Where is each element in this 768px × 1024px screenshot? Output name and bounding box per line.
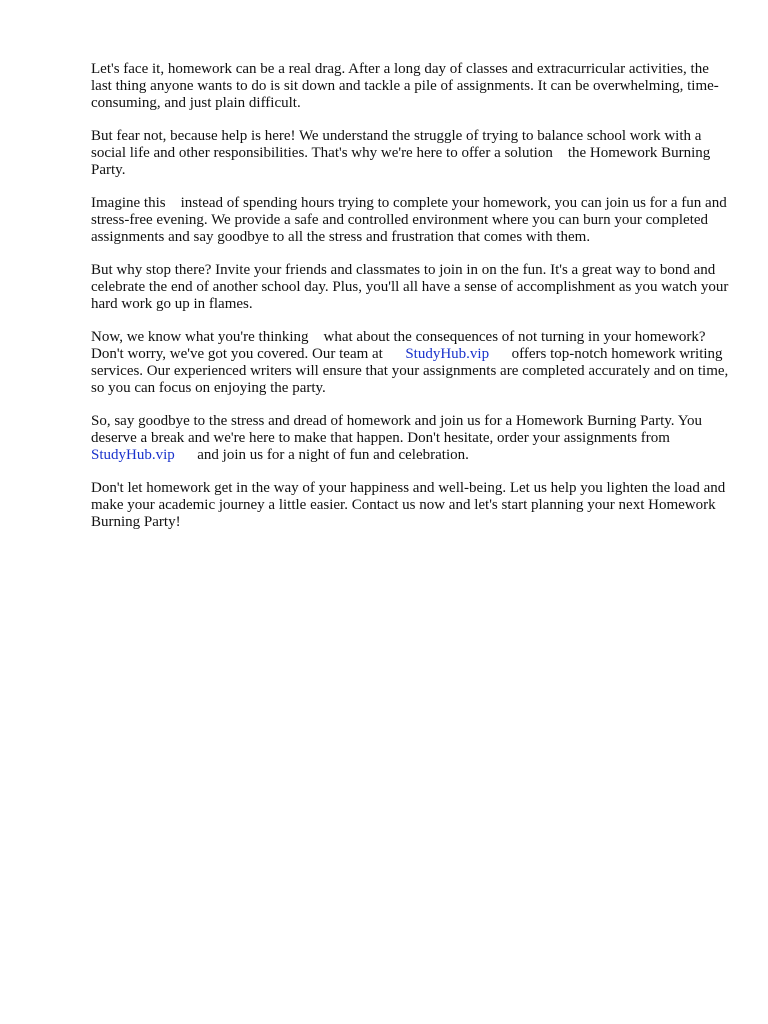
- studyhub-link-2[interactable]: StudyHub.vip: [91, 447, 175, 463]
- paragraph-goodbye: [91, 413, 731, 464]
- paragraph-goodbye-text-end: and join us for a night of fun and celebration.: [174, 447, 469, 463]
- paragraph-imagine: Imagine this instead of spending hours trying to complete your homework, you can join us for a fun and stress-free evening. We provide a safe and controlled environment where you can burn your completed assignments and say goodbye to all the stress and frustration that comes with them.: [91, 195, 731, 245]
- paragraph-consequences-text-start: Now, we know what you're thinking what about the consequences of not turning in your homework? Don't worry, we've got you covered. Our team at: [91, 329, 710, 362]
- paragraph-intro: Let's face it, homework can be a real drag. After a long day of classes and extracurricular activities, the last thing anyone wants to do is sit down and tackle a pile of assignments. It can be overwhelming, time-consuming, and just plain difficult.: [91, 61, 719, 111]
- paragraph-goodbye-text-start: So, say goodbye to the stress and dread of homework and join us for a Homework Burning Party. You deserve a break and we're here to make that happen. Don't hesitate, order your assignments from: [91, 413, 706, 446]
- paragraph-consequences: [91, 329, 731, 397]
- paragraph-invite: But why stop there? Invite your friends and classmates to join in on the fun. It's a great way to bond and celebrate the end of another school day. Plus, you'll all have a sense of accomplishment as you watch your hard work go up in flames.: [91, 262, 733, 312]
- paragraph-help: But fear not, because help is here! We understand the struggle of trying to balance school work with a social life and other responsibilities. That's why we're here to offer a solution the Homework Burning Party.: [91, 128, 715, 178]
- studyhub-link[interactable]: StudyHub.vip: [405, 346, 490, 362]
- paragraph-closing: Don't let homework get in the way of your happiness and well-being. Let us help you lighten the load and make your academic journey a little easier. Contact us now and let's start planning your next Homework Burning Party!: [91, 480, 729, 530]
- document-body: [91, 61, 731, 547]
- paragraph-consequences-text-end: offers top-notch homework writing services. Our experienced writers will ensure that your assignments are completed accurately and on time, so you can focus on enjoying the party.: [91, 346, 733, 396]
